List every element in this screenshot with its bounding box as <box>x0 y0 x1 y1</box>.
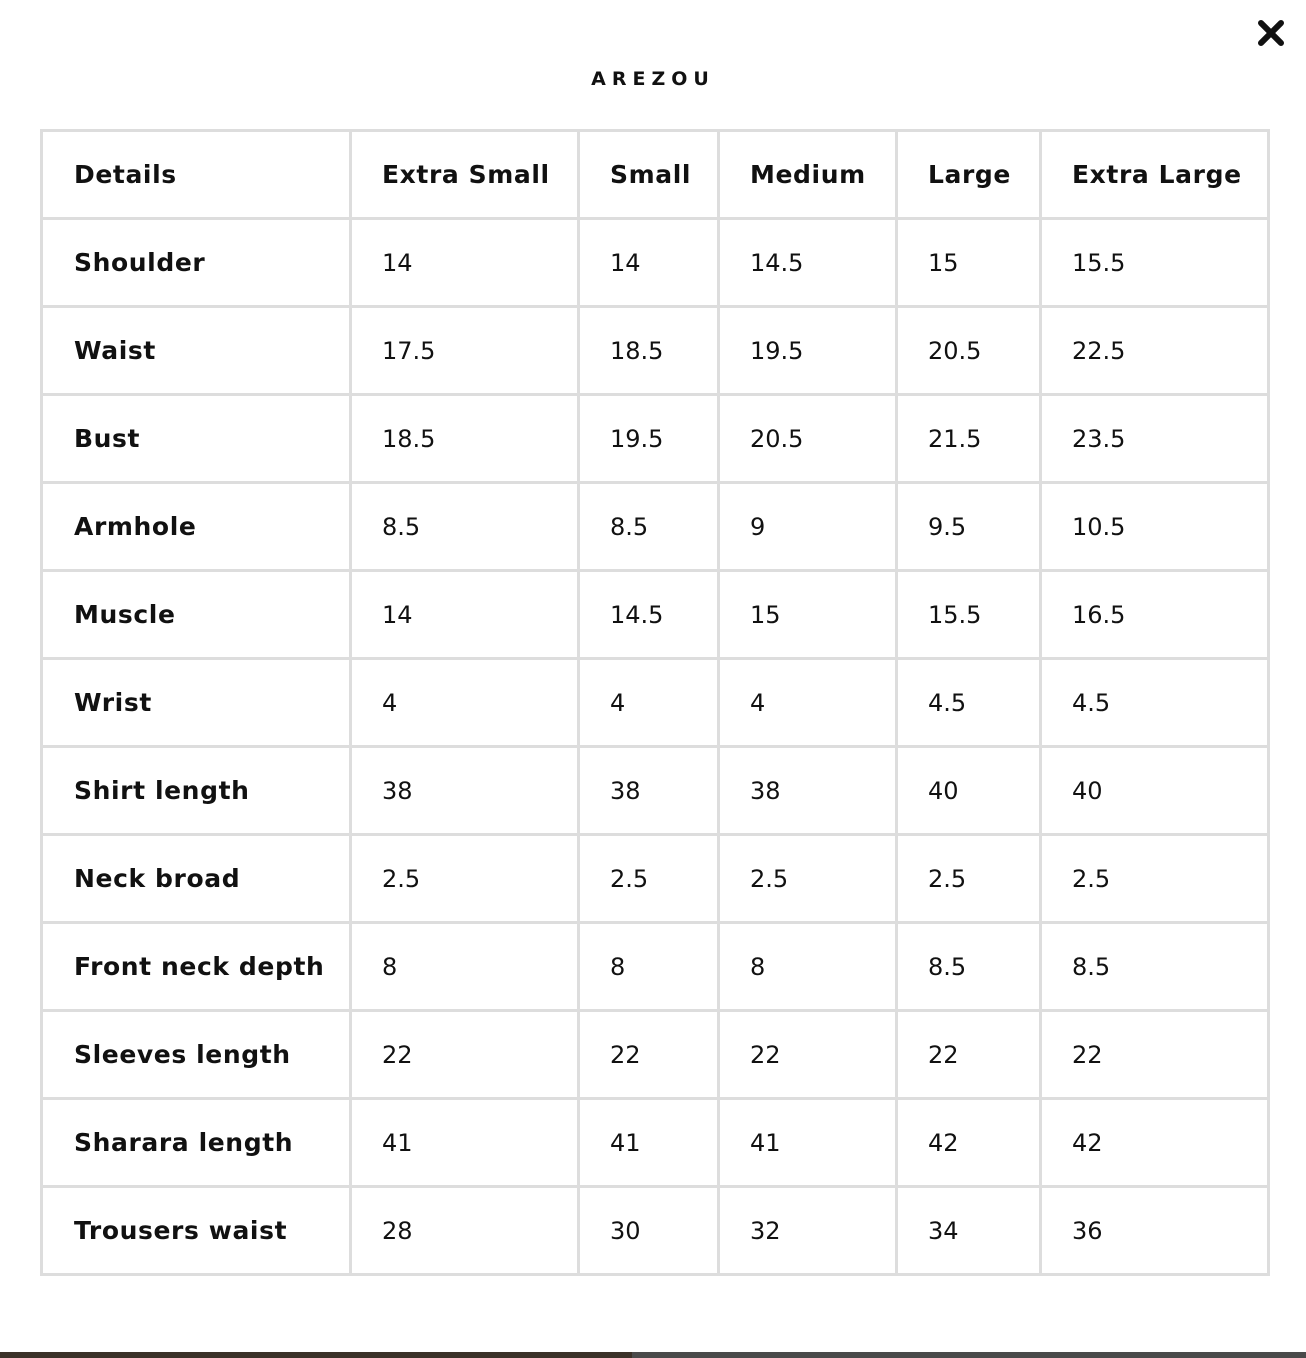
row-label: Sharara length <box>43 1100 349 1185</box>
table-cell: 15 <box>720 572 895 657</box>
table-cell: 20.5 <box>720 396 895 481</box>
table-row <box>43 572 1267 657</box>
table-cell: 4.5 <box>1042 660 1267 745</box>
table-header-row <box>43 132 1267 217</box>
table-cell: 40 <box>898 748 1039 833</box>
table-row <box>43 748 1267 833</box>
table-cell: 8.5 <box>352 484 577 569</box>
table-cell: 18.5 <box>580 308 717 393</box>
row-label: Neck broad <box>43 836 349 921</box>
table-cell: 19.5 <box>580 396 717 481</box>
table-cell: 14.5 <box>720 220 895 305</box>
table-row <box>43 308 1267 393</box>
background-strip <box>0 1352 1306 1358</box>
table-cell: 17.5 <box>352 308 577 393</box>
table-cell: 15.5 <box>1042 220 1267 305</box>
column-header: Extra Small <box>352 132 577 217</box>
table-cell: 22 <box>580 1012 717 1097</box>
table-cell: 14 <box>352 220 577 305</box>
table-row <box>43 1100 1267 1185</box>
table-cell: 41 <box>352 1100 577 1185</box>
row-label: Shirt length <box>43 748 349 833</box>
table-body <box>43 220 1267 1273</box>
table-cell: 38 <box>720 748 895 833</box>
table-cell: 8 <box>720 924 895 1009</box>
table-cell: 9 <box>720 484 895 569</box>
table-cell: 22 <box>898 1012 1039 1097</box>
table-cell: 8.5 <box>1042 924 1267 1009</box>
table-cell: 8.5 <box>898 924 1039 1009</box>
table-cell: 4 <box>580 660 717 745</box>
table-cell: 2.5 <box>898 836 1039 921</box>
table-cell: 28 <box>352 1188 577 1273</box>
close-x-icon[interactable] <box>1254 16 1288 50</box>
table-cell: 32 <box>720 1188 895 1273</box>
table-cell: 41 <box>720 1100 895 1185</box>
table-cell: 2.5 <box>1042 836 1267 921</box>
table-cell: 20.5 <box>898 308 1039 393</box>
column-header: Extra Large <box>1042 132 1267 217</box>
table-cell: 10.5 <box>1042 484 1267 569</box>
table-cell: 38 <box>580 748 717 833</box>
table-cell: 4.5 <box>898 660 1039 745</box>
table-cell: 22.5 <box>1042 308 1267 393</box>
background-image-left <box>0 1352 632 1358</box>
table-row <box>43 220 1267 305</box>
row-label: Wrist <box>43 660 349 745</box>
table-cell: 30 <box>580 1188 717 1273</box>
table-cell: 34 <box>898 1188 1039 1273</box>
table-row <box>43 660 1267 745</box>
row-label: Shoulder <box>43 220 349 305</box>
table-cell: 8 <box>580 924 717 1009</box>
brand-title: AREZOU <box>591 68 715 90</box>
row-label: Front neck depth <box>43 924 349 1009</box>
table-cell: 15.5 <box>898 572 1039 657</box>
column-header: Medium <box>720 132 895 217</box>
row-label: Waist <box>43 308 349 393</box>
table-cell: 23.5 <box>1042 396 1267 481</box>
table-cell: 22 <box>1042 1012 1267 1097</box>
table-cell: 8 <box>352 924 577 1009</box>
table-cell: 15 <box>898 220 1039 305</box>
table-row <box>43 924 1267 1009</box>
table-cell: 22 <box>352 1012 577 1097</box>
column-header: Details <box>43 132 349 217</box>
table-cell: 2.5 <box>352 836 577 921</box>
table-cell: 42 <box>898 1100 1039 1185</box>
table-cell: 16.5 <box>1042 572 1267 657</box>
table-row <box>43 484 1267 569</box>
table-cell: 14 <box>580 220 717 305</box>
table-cell: 38 <box>352 748 577 833</box>
background-image-right <box>632 1352 1306 1358</box>
column-header: Large <box>898 132 1039 217</box>
table-cell: 14 <box>352 572 577 657</box>
table-cell: 14.5 <box>580 572 717 657</box>
row-label: Sleeves length <box>43 1012 349 1097</box>
table-cell: 2.5 <box>580 836 717 921</box>
table-row <box>43 1012 1267 1097</box>
table-cell: 18.5 <box>352 396 577 481</box>
column-header: Small <box>580 132 717 217</box>
table-cell: 22 <box>720 1012 895 1097</box>
table-cell: 42 <box>1042 1100 1267 1185</box>
table-cell: 41 <box>580 1100 717 1185</box>
table-row <box>43 396 1267 481</box>
table-cell: 19.5 <box>720 308 895 393</box>
table-row <box>43 1188 1267 1273</box>
row-label: Armhole <box>43 484 349 569</box>
table-cell: 9.5 <box>898 484 1039 569</box>
table-cell: 21.5 <box>898 396 1039 481</box>
table-cell: 4 <box>720 660 895 745</box>
table-cell: 4 <box>352 660 577 745</box>
table-cell: 8.5 <box>580 484 717 569</box>
table-cell: 40 <box>1042 748 1267 833</box>
row-label: Bust <box>43 396 349 481</box>
table-cell: 2.5 <box>720 836 895 921</box>
table-cell: 36 <box>1042 1188 1267 1273</box>
row-label: Trousers waist <box>43 1188 349 1273</box>
row-label: Muscle <box>43 572 349 657</box>
table-row <box>43 836 1267 921</box>
size-chart-table <box>40 129 1270 1276</box>
